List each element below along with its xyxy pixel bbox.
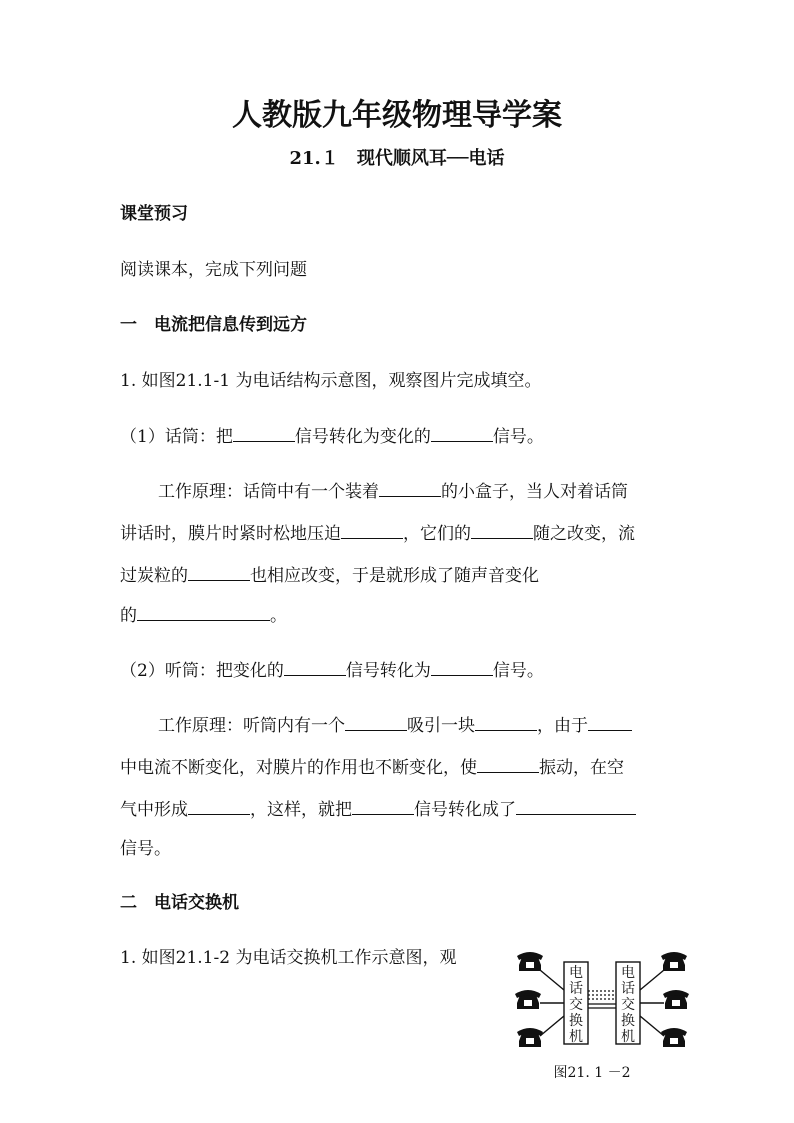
rec-principle-line-2 <box>120 755 624 780</box>
right-box-char: 电 <box>621 965 635 981</box>
rec-principle-line-3 <box>120 797 636 822</box>
text-span: 信号转化成了 <box>414 800 516 820</box>
text-span: 信号转化为 <box>345 661 431 681</box>
text-span: ，由于 <box>537 716 588 736</box>
mic-principle-line-2 <box>120 521 635 546</box>
section-heading-2: 二 电话交换机 <box>120 893 239 913</box>
blank-field[interactable] <box>188 797 250 815</box>
trunk-lines <box>588 991 616 1008</box>
section-heading-preview: 课堂预习 <box>120 204 188 224</box>
microphone-line <box>120 424 544 449</box>
lesson-subtitle: 21.１ 现代顺风耳──电话 <box>289 148 505 169</box>
blank-field[interactable] <box>352 797 414 815</box>
rec-principle-line-1 <box>158 713 632 738</box>
text-span: 。 <box>270 606 287 626</box>
text-span: 信号。 <box>492 661 544 681</box>
blank-field[interactable] <box>588 713 632 731</box>
text-span: 的小盒子，当人对着话筒 <box>441 482 628 502</box>
right-box-char: 机 <box>621 1029 635 1045</box>
blank-field[interactable] <box>233 424 295 442</box>
rec-principle-line-4: 信号。 <box>120 839 171 859</box>
telephone-icon <box>517 952 543 971</box>
text-span: 也相应改变，于是就形成了随声音变化 <box>250 566 539 586</box>
left-box-char: 机 <box>569 1029 583 1045</box>
left-wires <box>540 970 564 1036</box>
blank-field[interactable] <box>431 658 493 676</box>
text-span: 吸引一块 <box>407 716 475 736</box>
text-span: 过炭粒的 <box>120 566 188 586</box>
telephone-icon <box>663 990 689 1009</box>
blank-field[interactable] <box>475 713 537 731</box>
telephone-icon <box>517 1028 543 1047</box>
question-1-intro: 1. 如图21.1-1 为电话结构示意图，观察图片完成填空。 <box>120 371 542 391</box>
blank-field[interactable] <box>284 658 346 676</box>
blank-field[interactable] <box>188 563 250 581</box>
figure-caption: 图21. 1 －2 <box>553 1065 631 1081</box>
section-heading-1: 一 电流把信息传到远方 <box>120 315 307 335</box>
microphone-text-b: 信号转化为变化的 <box>294 427 431 447</box>
left-box-char: 话 <box>569 981 583 997</box>
instruction-text: 阅读课本，完成下列问题 <box>120 260 307 280</box>
text-span: 工作原理：话筒中有一个装着 <box>158 482 379 502</box>
text-span: ，这样，就把 <box>250 800 352 820</box>
receiver-line <box>120 658 544 683</box>
mic-principle-line-1 <box>158 479 628 504</box>
text-span: 气中形成 <box>120 800 188 820</box>
blank-field[interactable] <box>477 755 539 773</box>
right-wires <box>640 970 664 1036</box>
blank-field[interactable] <box>516 797 636 815</box>
microphone-text-c: 信号。 <box>492 427 544 447</box>
blank-field[interactable] <box>431 424 493 442</box>
microphone-text-a: （1）话筒：把 <box>120 427 233 447</box>
text-span: 的 <box>120 606 137 626</box>
blank-field[interactable] <box>137 603 270 621</box>
blank-field[interactable] <box>471 521 533 539</box>
blank-field[interactable] <box>345 713 407 731</box>
right-box-char: 话 <box>621 981 635 997</box>
text-span: （2）听筒：把变化的 <box>120 661 284 681</box>
text-span: 工作原理：听筒内有一个 <box>158 716 345 736</box>
mic-principle-line-4 <box>120 603 287 628</box>
right-box-char: 交 <box>621 997 635 1013</box>
left-box-char: 交 <box>569 997 583 1013</box>
telephone-icon <box>661 1028 687 1047</box>
telephone-exchange-diagram <box>512 948 692 1060</box>
left-box-char: 换 <box>569 1013 583 1029</box>
page-title: 人教版九年级物理导学案 <box>232 98 562 133</box>
left-box-char: 电 <box>569 965 583 981</box>
text-span: 振动，在空 <box>539 758 624 778</box>
text-span: ，它们的 <box>403 524 471 544</box>
text-span: 中电流不断变化，对膜片的作用也不断变化，使 <box>120 758 477 778</box>
blank-field[interactable] <box>379 479 441 497</box>
text-span: 随之改变，流 <box>533 524 635 544</box>
question-2-intro: 1. 如图21.1-2 为电话交换机工作示意图，观 <box>120 948 457 968</box>
telephone-icon <box>515 990 541 1009</box>
mic-principle-line-3 <box>120 563 539 588</box>
text-span: 讲话时，膜片时紧时松地压迫 <box>120 524 341 544</box>
blank-field[interactable] <box>341 521 403 539</box>
right-box-char: 换 <box>621 1013 635 1029</box>
telephone-icon <box>661 952 687 971</box>
